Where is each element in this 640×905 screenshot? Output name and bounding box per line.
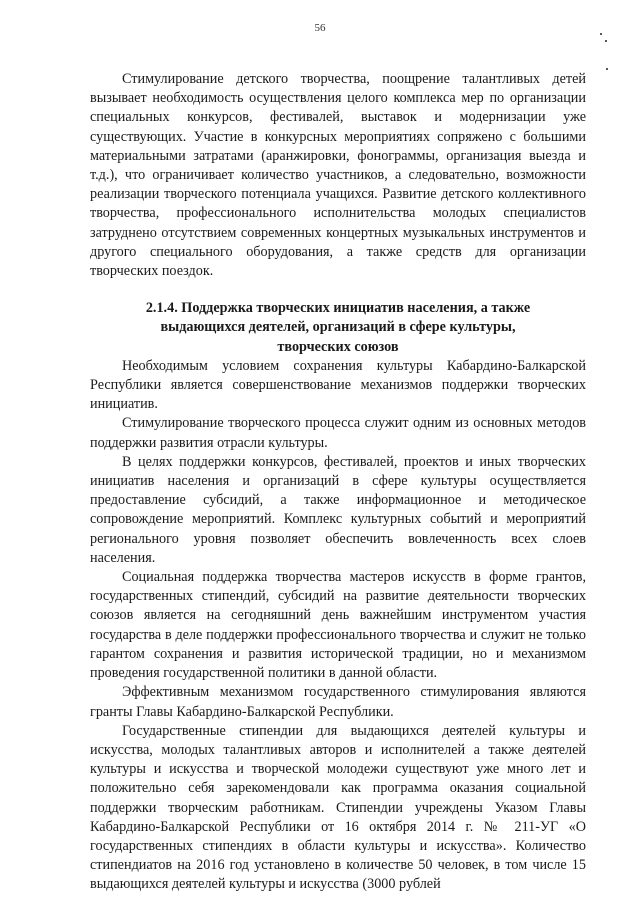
paragraph-head-grants: Эффективным механизмом государственного стимулирования являются гранты Главы Кабардино-Балкарской Республики. xyxy=(90,684,586,720)
paragraph-stimulation-method: Стимулирование творческого процесса служит одним из основных методов поддержки развития отрасли культуры. xyxy=(90,415,586,451)
paragraph-subsidies: В целях поддержки конкурсов, фестивалей, проектов и иных творческих инициатив населения и организаций в сфере культуры осуществляется предоставление субсидий, а также информационное и методическое сопровождение мероприятий. Комплекс культурных событий и мероприятий регионального уровня позволяет обеспечить вовлеченность всех слоев населения. xyxy=(90,453,586,566)
paragraph-children-creativity: Стимулирование детского творчества, поощрение талантливых детей вызывает необходимость осуществления целого комплекса мер по организации специальных конкурсов, фестивалей, выставок и модернизации уже существующих. Участие в конкурсных мероприятиях сопряжено с большими материальными затратами (аранжировки, фонограммы, организация выезда и т.д.), что ограничивает количество участников, а следовательно, возможности реализации творческого потенциала учащихся. Развитие детского коллективного творчества, профессионального исполнительства молодых специалистов затруднено отсутствием современных концертных музыкальных инструментов и другого специального оборудования, а также средств для организации творческих поездок. xyxy=(90,71,586,280)
paragraph-state-stipends: Государственные стипендии для выдающихся деятелей культуры и искусства, молодых талантливых авторов и исполнителей а также деятелей культуры и искусства и творческой молодежи существуют уже много лет и положительно себя зарекомендовали как программа оказания социальной поддержки творческим работникам. Стипендии учреждены Указом Главы Кабардино-Балкарской Республики от 16 октября 2014 г. № 211-УГ «О государственных стипендиях в области культуры и искусства». Количество стипендиатов на 2016 год установлено в количестве 50 человек, в том числе 15 выдающихся деятелей культуры и искусства (3000 рублей xyxy=(90,722,586,893)
paragraph-preservation-condition: Необходимым условием сохранения культуры Кабардино-Балкарской Республики является совершенствование механизмов поддержки творческих инициатив. xyxy=(90,357,586,413)
scan-speck-2 xyxy=(605,40,607,42)
scan-speck-3 xyxy=(606,68,608,70)
page-number: 56 xyxy=(314,22,326,34)
paragraph-social-support: Социальная поддержка творчества мастеров искусств в форме грантов, государственных стипендий, субсидий на развитие деятельности творческих союзов является на сегодняшний день важнейшим инструментом участия государства в деле поддержки профессионального творчества и служит не только гарантом сохранения и развития исторической традиции, но и механизмом проведения государственной политики в данной области. xyxy=(90,569,586,682)
section-heading xyxy=(90,299,586,357)
section-heading-line-1: 2.1.4. Поддержка творческих инициатив населения, а также xyxy=(145,300,531,317)
section-heading-line-3: творческих союзов xyxy=(277,338,399,355)
scan-speck-1 xyxy=(600,33,602,35)
section-heading-line-2: выдающихся деятелей, организаций в сфере культуры, xyxy=(160,319,516,336)
document-body xyxy=(90,70,586,895)
